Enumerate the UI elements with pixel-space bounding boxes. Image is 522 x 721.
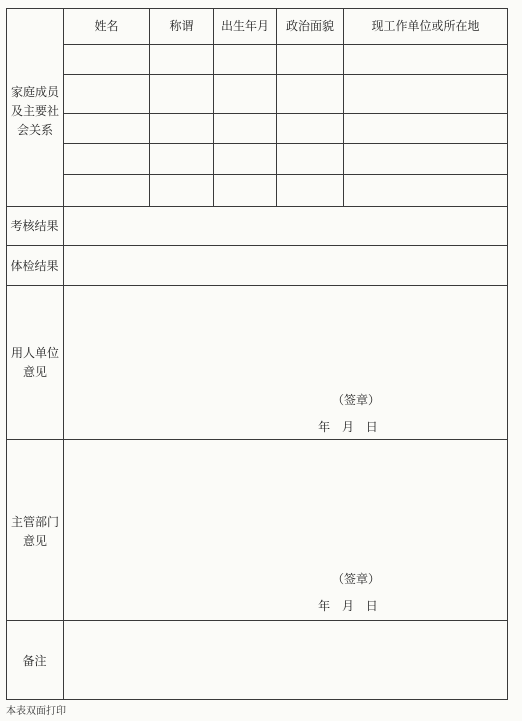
header-political-status: 政治面貌 (285, 19, 334, 33)
border-top (6, 8, 508, 9)
registration-form (6, 8, 508, 700)
department-date: 年 月 日 (318, 599, 378, 613)
footer-note: 本表双面打印 (6, 706, 66, 717)
family-section-label: 家庭成员及主要社会关系 (10, 85, 59, 137)
employer-date: 年 月 日 (318, 420, 378, 434)
family-col-divider (276, 8, 277, 206)
assessment-label: 考核结果 (10, 219, 59, 233)
family-cell[interactable] (150, 45, 213, 74)
border-bottom (6, 699, 508, 700)
header-workplace: 现工作单位或所在地 (371, 19, 480, 33)
department-opinion-label: 主管部门意见 (10, 515, 59, 548)
family-row-rule (63, 143, 508, 144)
header-relation: 称谓 (169, 19, 194, 33)
family-row-rule (63, 74, 508, 75)
remarks-field[interactable] (64, 621, 507, 699)
family-row-rule (63, 113, 508, 114)
border-left (6, 8, 7, 700)
family-col-divider (213, 8, 214, 206)
medical-label: 体检结果 (10, 259, 59, 273)
assessment-field[interactable] (64, 207, 507, 245)
employer-opinion-label: 用人单位意见 (10, 346, 59, 379)
department-opinion-field[interactable] (64, 440, 507, 620)
family-row-rule (63, 174, 508, 175)
family-col-divider (343, 8, 344, 206)
family-cell[interactable] (344, 45, 507, 74)
remarks-label: 备注 (22, 654, 47, 668)
medical-field[interactable] (64, 246, 507, 285)
border-right (507, 8, 508, 700)
employer-opinion-field[interactable] (64, 286, 507, 439)
header-name: 姓名 (94, 19, 119, 33)
department-seal: （签章） (331, 572, 380, 586)
family-cell[interactable] (214, 45, 276, 74)
header-birth-date: 出生年月 (220, 19, 269, 33)
employer-seal: （签章） (331, 393, 380, 407)
family-cell[interactable] (64, 45, 149, 74)
family-cell[interactable] (277, 45, 343, 74)
family-col-divider (149, 8, 150, 206)
